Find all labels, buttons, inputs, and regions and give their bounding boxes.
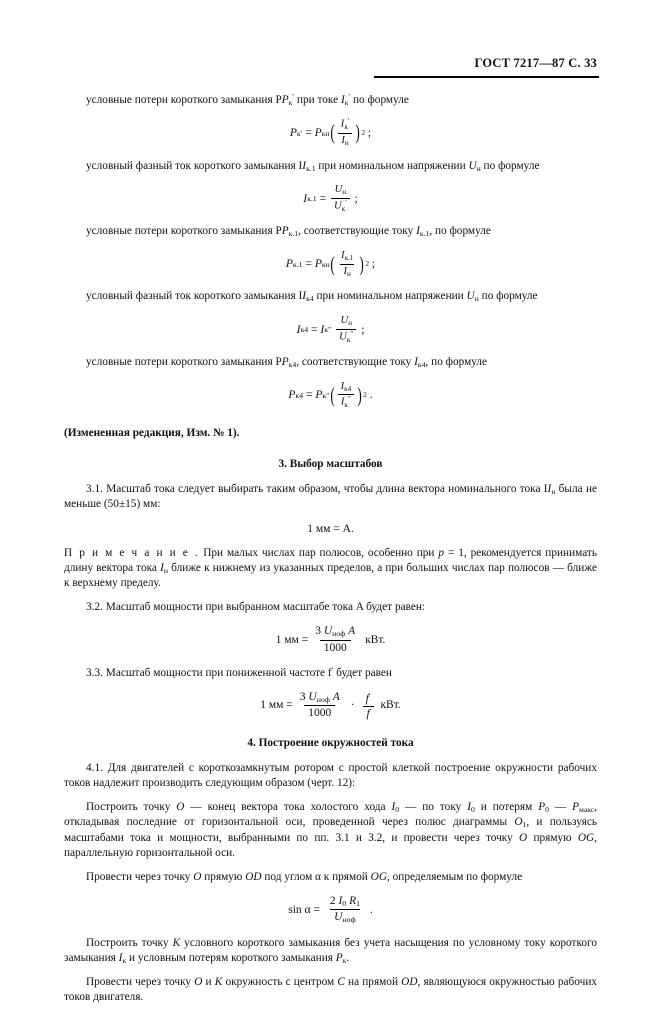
text-run: условный фазный ток короткого замыкания I [86,159,303,172]
paragraph-3-3: 3.3. Масштаб мощности при пониженной частоте f′ будет равен [86,664,392,679]
formula-ik4: I к4 = I к ″ $\frac{U_н}{U_к''}$ ; [296,314,365,344]
formula-power-scale-low-freq: 1 мм = $\frac{3 U_{ноф} A}{1000}$ · $\frac{f'}{f}$ кВт. [260,690,401,720]
paragraph-cond-losses-k4: условные потери короткого замыкания $PP_{к4}$, соответствующие току $I_{к4}$, по формуле [86,356,488,370]
text-run: условные потери короткого замыкания P [86,93,282,106]
text-run: условные потери короткого замыкания P [86,356,282,369]
text-run: 3.1. Масштаб тока следует выбирать таким образом, чтобы длина вектора номинального тока I [86,483,548,496]
document-content [64,92,597,1014]
note-label: П р и м е ч а н и е . [64,546,200,559]
paragraph-note [64,546,597,592]
formula-pk-prime: P к ′ = P кн ( $\frac{I_к'}{I_н}$ ) 2 ; [289,117,372,147]
text-run: 3.3. Масштаб мощности при пониженной частоте f [86,666,332,679]
paragraph-4-1-line-od: Провести через точку O прямую OD под углом α к прямой OG, определяемым по формуле [86,871,523,884]
formula-pk1: P к.1 = P кн ( $\frac{I_{к.1}}{I_н}$ ) 2 ; [285,249,376,278]
paragraph-cond-losses-1: условные потери короткого замыкания $PP_к'$ при токе $I_к'$ по формуле [86,92,409,108]
paragraph-3-1: 3.1. Масштаб тока следует выбирать таким образом, чтобы длина вектора номинального тока $II_н$ была не меньше (50±15) мм: [64,483,598,511]
paragraph-3-2: 3.2. Масштаб мощности при выбранном масштабе тока A будет равен: [86,601,426,614]
text-run: При малых числах пар полюсов, особенно при p = 1, рекомендуется принимать длину вектора тока $I_н$ ближе к нижнему из указанных пределов, а при больших числах пар полюсов — ближе к верхнему пределу. [64,546,598,590]
revision-note: (Измененная редакция, Изм. № 1). [64,426,240,439]
paragraph-cond-current-k1: условный фазный ток короткого замыкания $II_{к.1}$ при номинальном напряжении $U_н$ по формуле [86,159,540,173]
page-header: ГОСТ 7217—87 С. 33 [474,56,597,70]
formula-power-scale: 1 мм = $\frac{3 U_{ноф} A}{1000}$ кВт. [275,625,386,654]
paragraph-4-1-point-k: Построить точку K условного короткого замыкания без учета насыщения по условному току короткого замыкания $I_к$ и условным потерям короткого замыкания $P_к$. [64,936,598,965]
formula-ik1: I к.1 = $\frac{U_н}{U_к'}$ ; [303,184,358,213]
text-run: условные потери короткого замыкания P [86,225,282,238]
section-heading-3: 3. Выбор масштабов [278,458,383,471]
paragraph-4-1-circle: Провести через точку O и K окружность с центром C на прямой OD, являющуюся окружностью рабочих токов двигателя. [64,976,598,1004]
formula-sin-alpha: sin α = $\frac{2 I_0 R_1}{U_{ноф}}$ . [288,895,373,925]
header-rule [374,76,599,78]
paragraph-4-1: 4.1. Для двигателей с короткозамкнутым ротором с простой клеткой построение окружности рабочих токов надлежит производить следующим образом (черт. 12): [64,761,597,789]
paragraph-4-1-build-o: Построить точку O — конец вектора тока холостого хода $I_0$ — по току $I_0$ и потерям $P_0$ — $P_{макс}$, откладывая последние от горизонтальной оси, проведенной через полюс диаграммы $O_1$, и пользуясь масштабами тока и мощности, выбранными по пп. 3.1 и 3.2, и провести через точку O прямую OG, параллельную горизонтальной оси. [64,801,597,860]
formula-pk4: P к4 = P к ″ ( $\frac{I_{к4}}{I_к''}$ ) 2 . [288,380,373,410]
paragraph-cond-current-k4: условный фазный ток короткого замыкания $II_{к4}$ при номинальном напряжении $U_н$ по формуле [86,290,538,304]
formula-current-scale: 1 мм = A. [307,522,354,535]
paragraph-cond-losses-k1: условные потери короткого замыкания $PP_{к.1}$, соответствующие току $I_{к.1}$, по формуле [86,225,491,239]
section-heading-4: 4. Построение окружностей тока [247,736,414,749]
text-run: условный фазный ток короткого замыкания I [86,290,303,303]
